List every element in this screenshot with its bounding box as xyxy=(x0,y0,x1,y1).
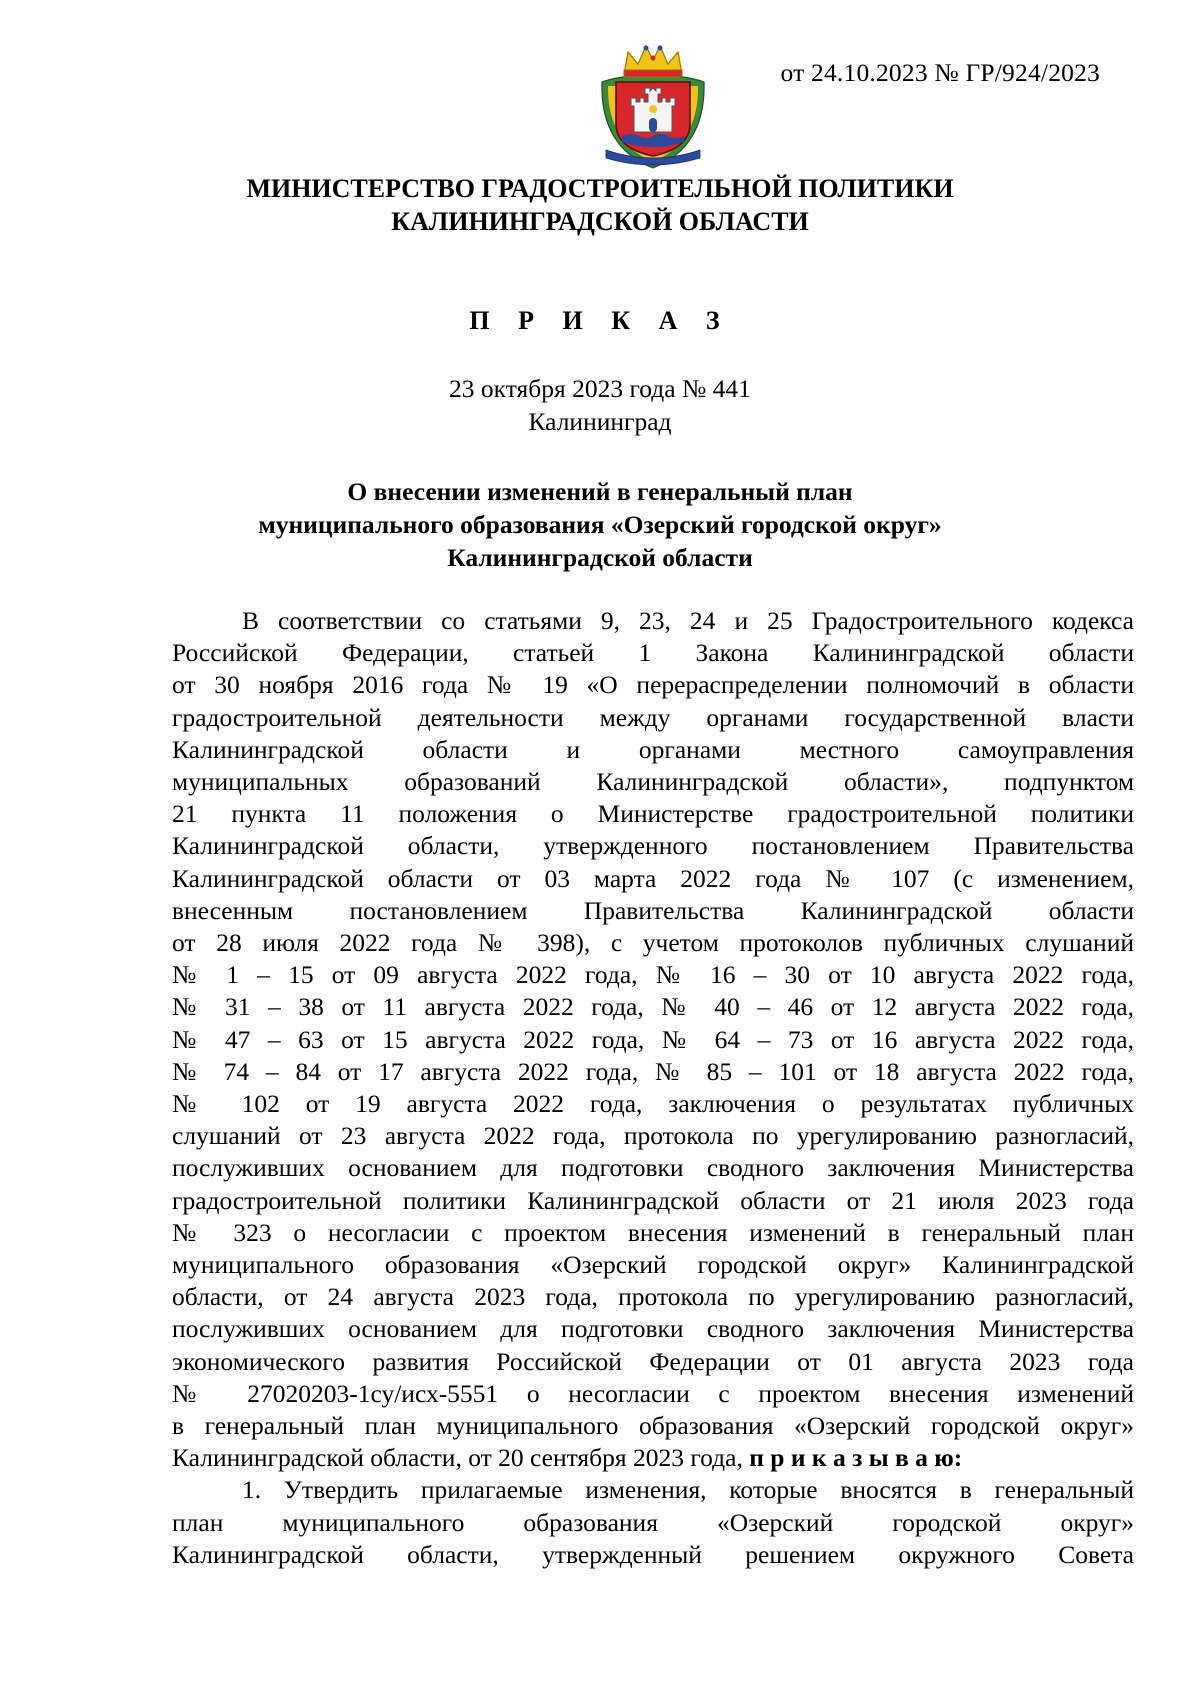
item-1-line: Калининградской области, утвержденный решением окружного Совета xyxy=(172,1539,1134,1569)
body-line: В соответствии со статьями 9, 23, 24 и 25 Градостроительного кодекса xyxy=(242,606,1134,635)
ministry-name-line-1: МИНИСТЕРСТВО ГРАДОСТРОИТЕЛЬНОЙ ПОЛИТИКИ xyxy=(246,174,954,203)
order-date-number: 23 октября 2023 года № 441 xyxy=(449,374,751,403)
body-line: 21 пункта 11 положения о Министерстве градостроительной политики xyxy=(172,799,1134,829)
body-line: № 31 – 38 от 11 августа 2022 года, № 40 – 46 от 12 августа 2022 года, xyxy=(172,992,1134,1022)
body-line: градостроительной деятельности между органами государственной власти xyxy=(172,702,1134,732)
order-date-block xyxy=(0,372,1200,438)
body-line: муниципальных образований Калининградской области», подпунктом xyxy=(172,767,1134,797)
registration-number: от 24.10.2023 № ГР/924/2023 xyxy=(780,58,1100,87)
body-line: в генеральный план муниципального образования «Озерский городской округ» xyxy=(172,1411,1134,1441)
body-last-line-text: Калининградской области, от 20 сентября 2023 года, xyxy=(172,1443,743,1473)
body-line: от 28 июля 2022 года № 398), с учетом протоколов публичных слушаний xyxy=(172,928,1134,958)
body-line: № 47 – 63 от 15 августа 2022 года, № 64 – 73 от 16 августа 2022 года, xyxy=(172,1024,1134,1054)
kaliningrad-coat-of-arms-icon xyxy=(598,42,708,170)
ministry-name-line-2: КАЛИНИНГРАДСКОЙ ОБЛАСТИ xyxy=(391,207,809,236)
body-line: внесенным постановлением Правительства Калининградской области xyxy=(172,895,1134,925)
body-line: Российской Федерации, статьей 1 Закона Калининградской области xyxy=(172,638,1134,668)
order-subject xyxy=(0,475,1200,574)
body-line: послуживших основанием для подготовки сводного заключения Министерства xyxy=(172,1314,1134,1344)
body-line: Калининградской области, утвержденного постановлением Правительства xyxy=(172,831,1134,861)
body-line: экономического развития Российской Федерации от 01 августа 2023 года xyxy=(172,1346,1134,1376)
body-line: № 27020203-1су/исх-5551 о несогласии с проектом внесения изменений xyxy=(172,1378,1134,1408)
body-line: муниципального образования «Озерский городской округ» Калининградской xyxy=(172,1250,1134,1280)
item-1-line: план муниципального образования «Озерский городской округ» xyxy=(172,1507,1134,1537)
body-line: послуживших основанием для подготовки сводного заключения Министерства xyxy=(172,1153,1134,1183)
body-line: слушаний от 23 августа 2022 года, протокола по урегулированию разногласий, xyxy=(172,1121,1134,1151)
body-line: от 30 ноября 2016 года № 19 «О перераспределении полномочий в области xyxy=(172,670,1134,700)
document-type-title: П Р И К А З xyxy=(469,306,731,335)
body-line: Калининградской области и органами местного самоуправления xyxy=(172,734,1134,764)
subject-line-3: Калининградской области xyxy=(447,543,753,572)
body-line: № 1 – 15 от 09 августа 2022 года, № 16 – 30 от 10 августа 2022 года, xyxy=(172,960,1134,990)
body-line: № 102 от 19 августа 2022 года, заключения о результатах публичных xyxy=(172,1089,1134,1119)
body-line: градостроительной политики Калининградской области от 21 июля 2023 года xyxy=(172,1185,1134,1215)
item-1-line: 1. Утвердить прилагаемые изменения, которые вносятся в генеральный xyxy=(242,1475,1134,1505)
subject-line-2: муниципального образования «Озерский городской округ» xyxy=(258,510,942,539)
decree-word: п р и к а з ы в а ю: xyxy=(749,1443,963,1473)
body-last-line xyxy=(172,1442,1134,1474)
body-line: Калининградской области от 03 марта 2022 года № 107 (с изменением, xyxy=(172,863,1134,893)
order-city: Калининград xyxy=(528,407,672,436)
body-line: № 323 о несогласии с проектом внесения изменений в генеральный план xyxy=(172,1217,1134,1247)
order-body xyxy=(172,605,1134,1571)
body-line: области, от 24 августа 2023 года, протокола по урегулированию разногласий, xyxy=(172,1282,1134,1312)
body-line: № 74 – 84 от 17 августа 2022 года, № 85 – 101 от 18 августа 2022 года, xyxy=(172,1056,1134,1086)
ministry-name xyxy=(0,172,1200,238)
subject-line-1: О внесении изменений в генеральный план xyxy=(347,477,853,506)
